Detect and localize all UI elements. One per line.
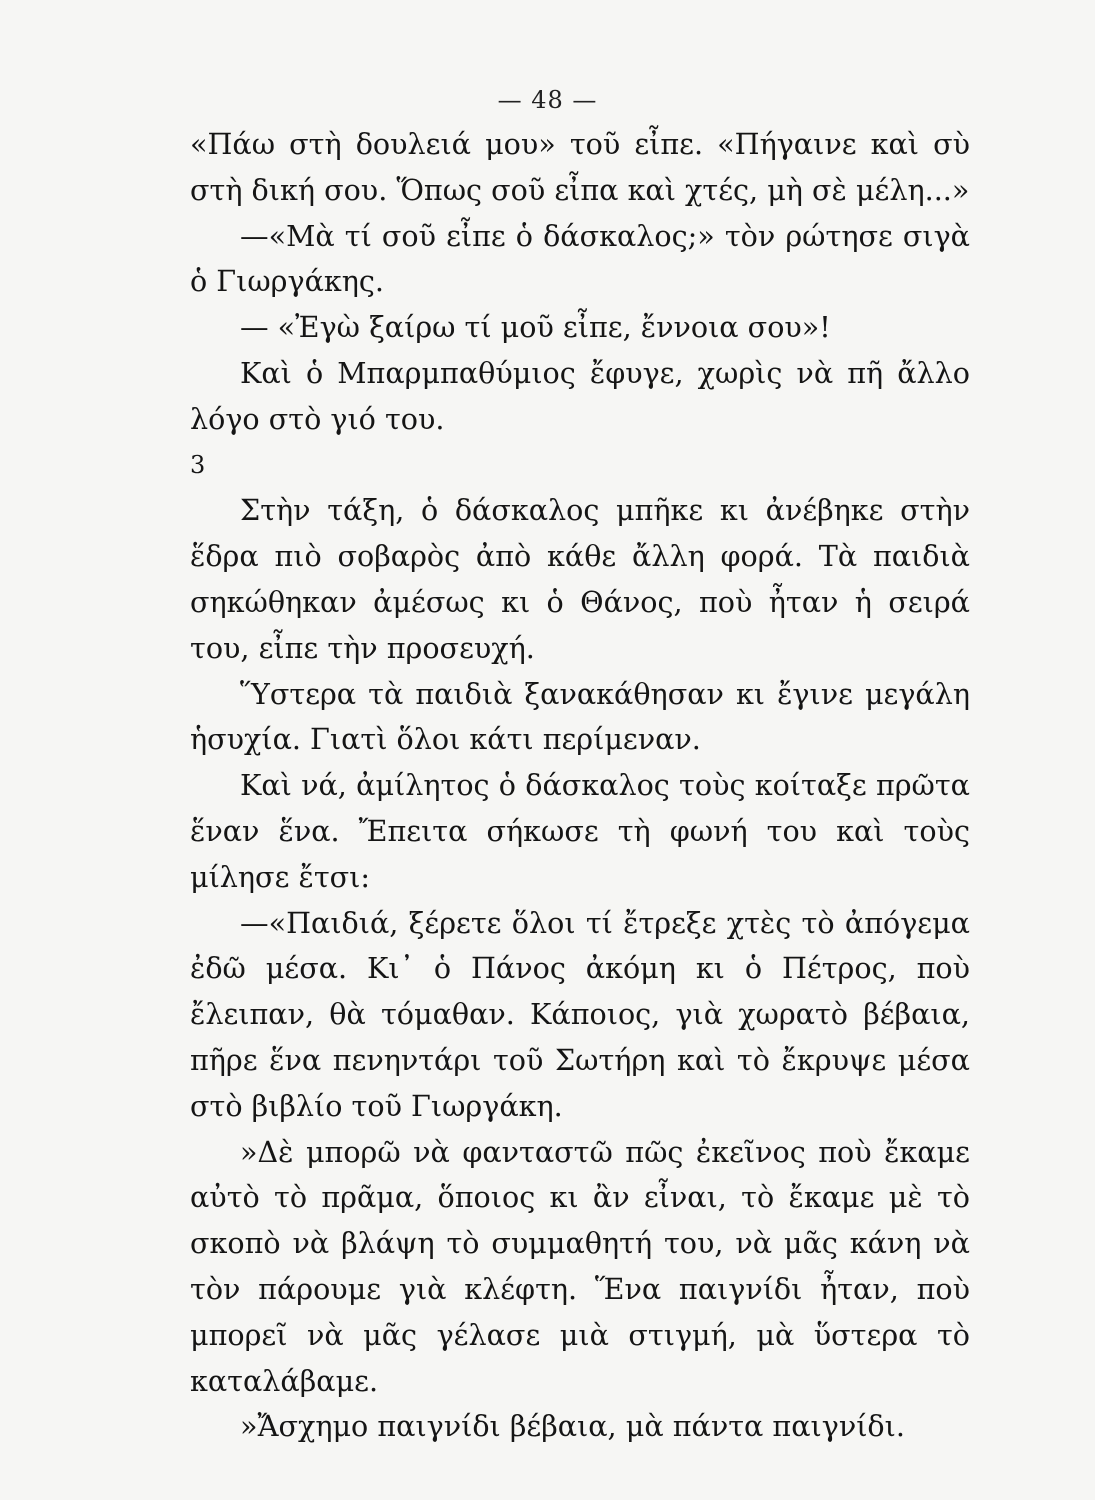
paragraph: Στὴν τάξη, ὁ δάσκαλος μπῆκε κι ἀνέβηκε στὴν ἕδρα πιὸ σοβαρὸς ἀπὸ κάθε ἄλλη φορά. Τὰ παιδιὰ σηκώθηκαν ἀμέσως κι ὁ Θάνος, ποὺ ἦταν ἡ σειρά του, εἶπε τὴν προσευχή.: [190, 493, 970, 665]
section-number: 3: [190, 450, 206, 479]
paragraph: «Πάω στὴ δουλειά μου» τοῦ εἶπε. «Πήγαινε καὶ σὺ στὴ δική σου. Ὅπως σοῦ εἶπα καὶ χτές, μὴ σὲ μέλη...»: [190, 127, 970, 207]
paragraph: —«Παιδιά, ξέρετε ὅλοι τί ἔτρεξε χτὲς τὸ ἀπόγεμα ἐδῶ μέσα. Κι᾽ ὁ Πάνος ἀκόμη κι ὁ Πέτρος, ποὺ ἔλειπαν, θὰ τόμαθαν. Κάποιος, γιὰ χωρατὸ βέβαια, πῆρε ἕνα πενηντάρι τοῦ Σωτήρη καὶ τὸ ἔκρυψε μέσα στὸ βιβλίο τοῦ Γιωργάκη.: [190, 905, 970, 1123]
paragraph: Καὶ ὁ Μπαρμπαθύμιος ἔφυγε, χωρὶς νὰ πῆ ἄλλο λόγο στὸ γιό του.: [190, 355, 970, 436]
paragraph: Καὶ νά, ἀμίλητος ὁ δάσκαλος τοὺς κοίταξε πρῶτα ἕναν ἕνα. Ἔπειτα σήκωσε τὴ φωνή του καὶ τοὺς μίλησε ἔτσι:: [190, 768, 970, 894]
paragraph: — «Ἐγὼ ξαίρω τί μοῦ εἶπε, ἔννοια σου»!: [240, 310, 831, 345]
paragraph: »Ἄσχημο παιγνίδι βέβαια, μὰ πάντα παιγνίδι.: [240, 1409, 905, 1444]
paragraph: —«Μὰ τί σοῦ εἶπε ὁ δάσκαλος;» τὸν ρώτησε σιγὰ ὁ Γιωργάκης.: [190, 218, 970, 299]
paragraph: Ὕστερα τὰ παιδιὰ ξανακάθησαν κι ἔγινε μεγάλη ἡσυχία. Γιατὶ ὅλοι κάτι περίμεναν.: [190, 676, 970, 757]
paragraph: »Δὲ μπορῶ νὰ φανταστῶ πῶς ἐκεῖνος ποὺ ἔκαμε αὐτὸ τὸ πρᾶμα, ὅποιος κι ἂν εἶναι, τὸ ἔκαμε μὲ τὸ σκοπὸ νὰ βλάψη τὸ συμμαθητή του, νὰ μᾶς κάνη νὰ τὸν πάρουμε γιὰ κλέφτη. Ἕνα παιγνίδι ἦταν, ποὺ μπορεῖ νὰ μᾶς γέλασε μιὰ στιγμή, μὰ ὕστερα τὸ καταλάβαμε.: [190, 1134, 970, 1398]
page-number: — 48 —: [497, 86, 598, 114]
body-text: [190, 122, 970, 1450]
